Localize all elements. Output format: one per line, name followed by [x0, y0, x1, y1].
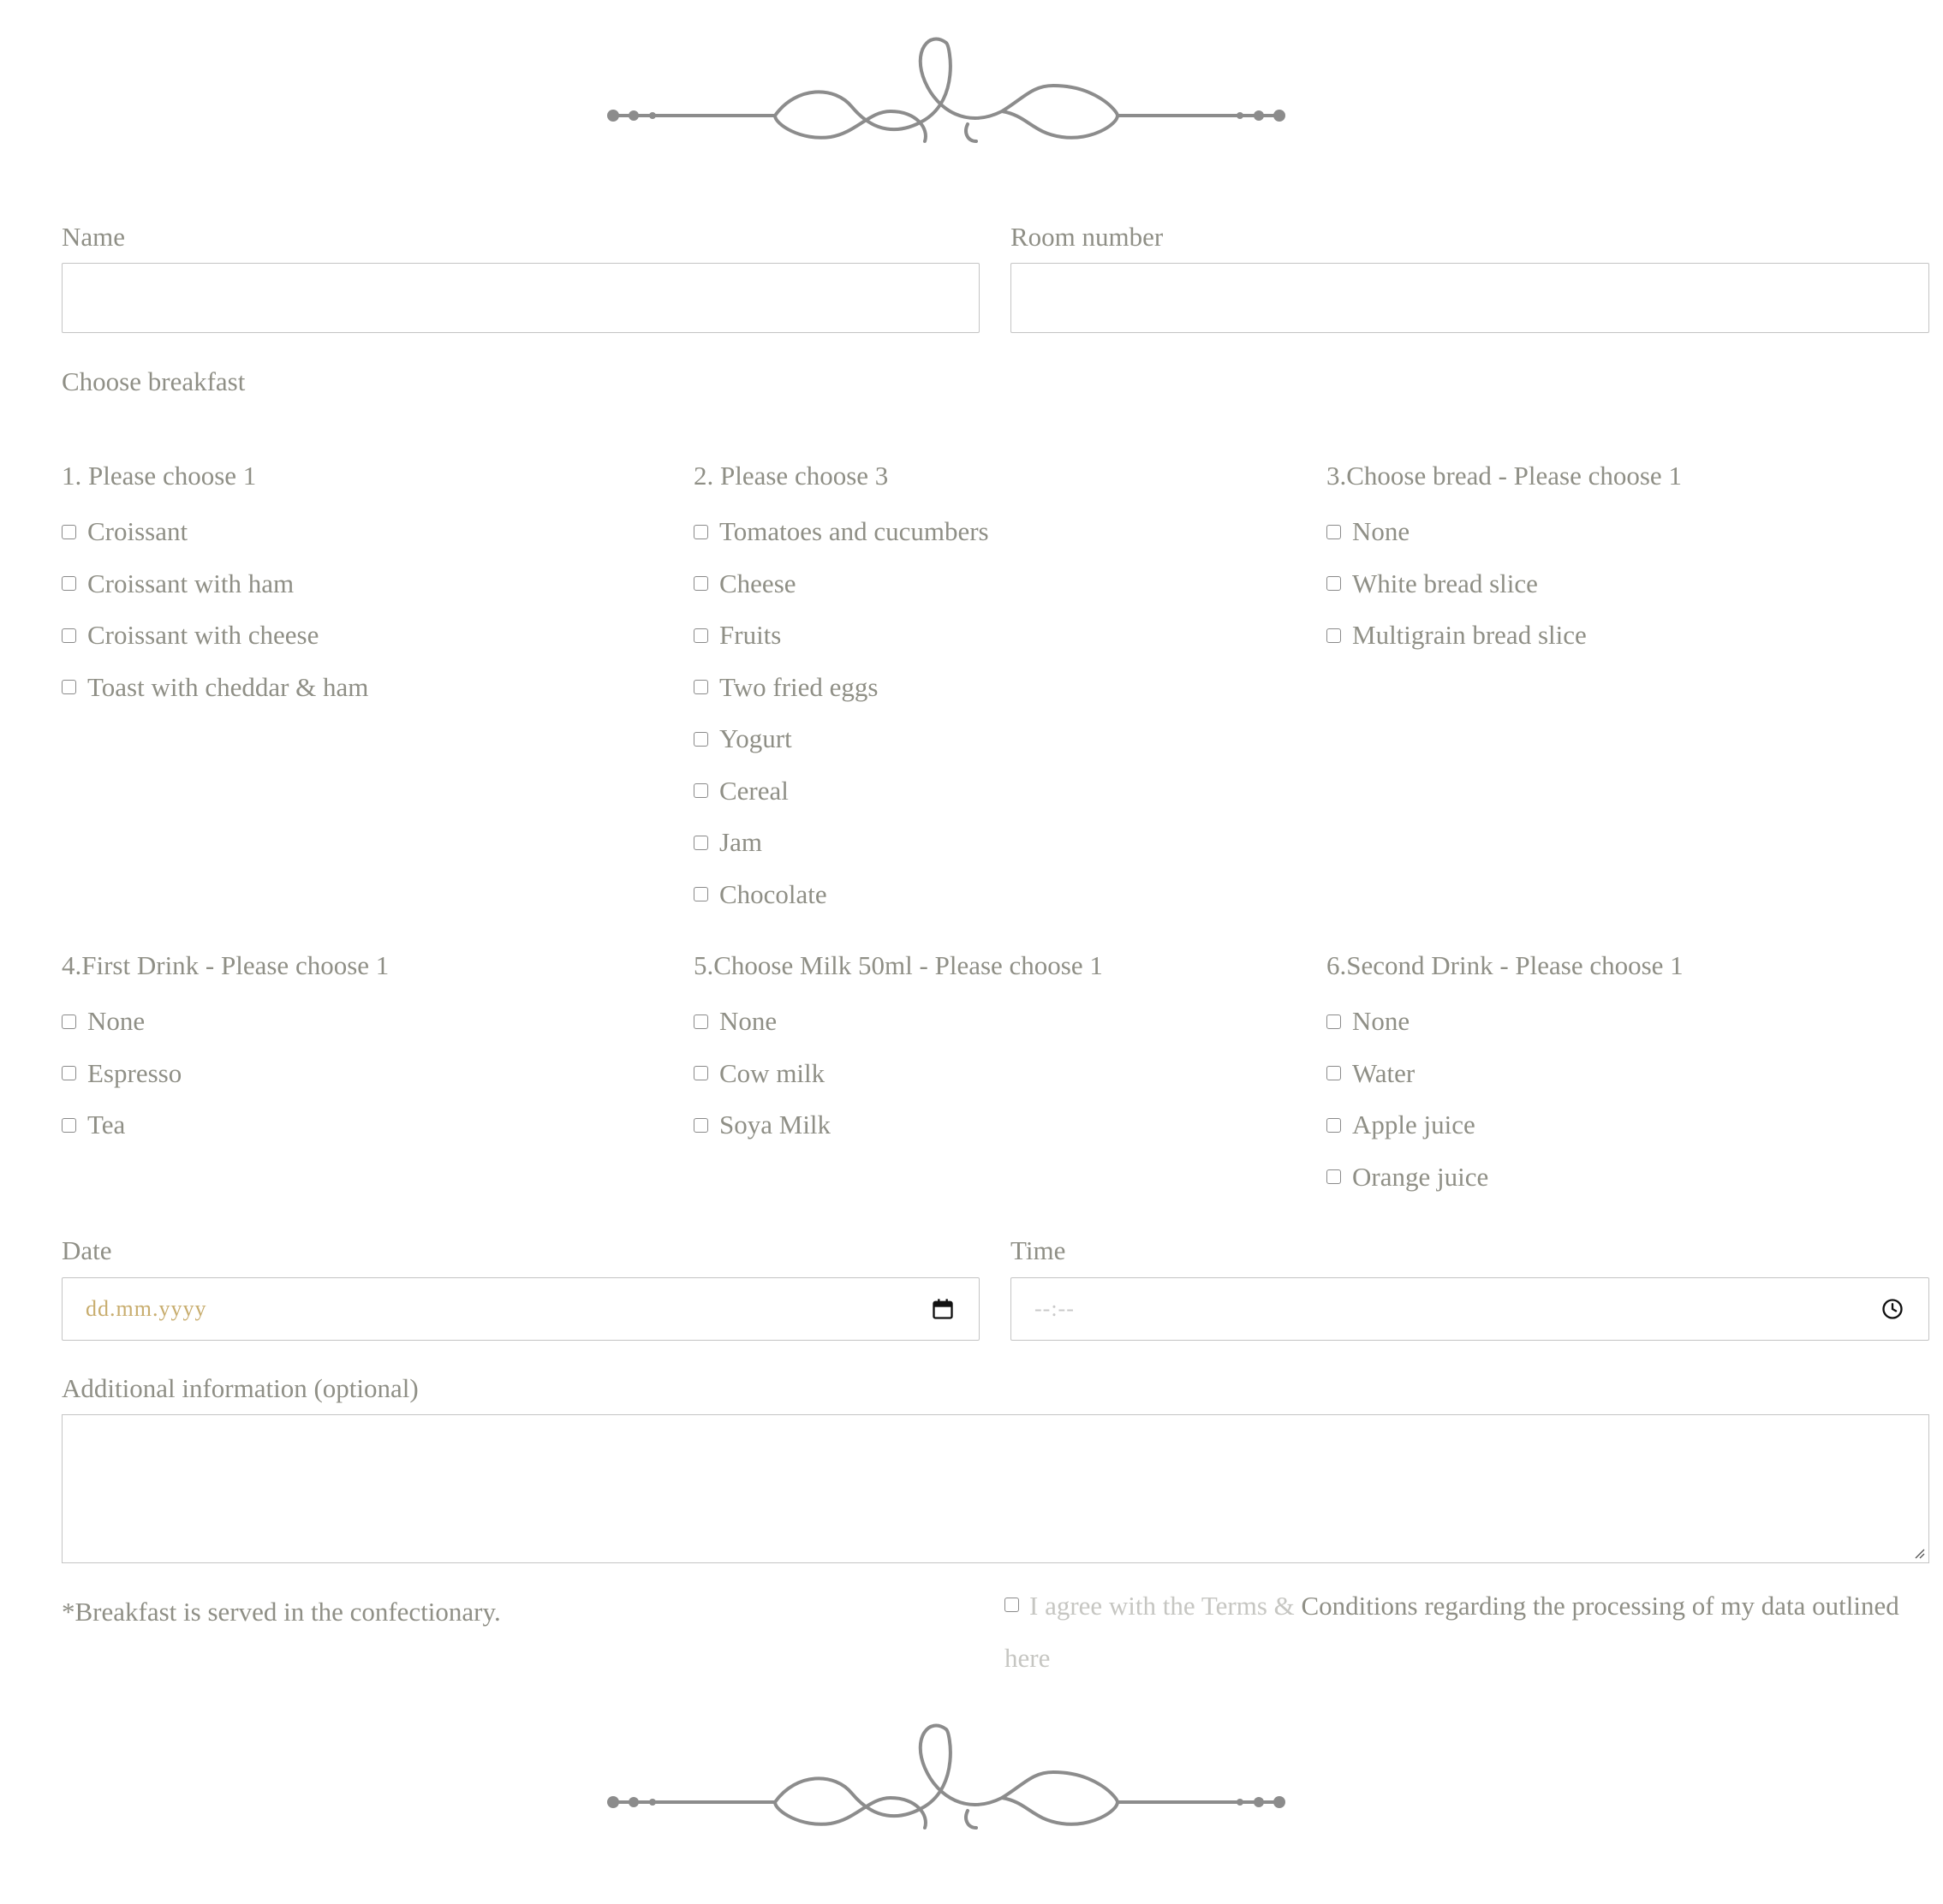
checkbox[interactable] — [1326, 576, 1341, 591]
checkbox[interactable] — [694, 732, 708, 747]
group-title: 6.Second Drink - Please choose 1 — [1326, 950, 1684, 980]
checkbox[interactable] — [694, 680, 708, 694]
option-apple-juice[interactable]: Apple juice — [1326, 1099, 1684, 1151]
checkbox[interactable] — [62, 680, 76, 694]
checkbox[interactable] — [694, 1118, 708, 1133]
option-cow-milk[interactable]: Cow milk — [694, 1048, 1103, 1100]
option-bread-none[interactable]: None — [1326, 506, 1682, 558]
checkbox[interactable] — [694, 576, 708, 591]
option-croissant[interactable]: Croissant — [62, 506, 368, 558]
checkbox[interactable] — [694, 628, 708, 643]
option-two-fried-eggs[interactable]: Two fried eggs — [694, 662, 989, 714]
breakfast-group-6 — [1326, 952, 1684, 1203]
breakfast-group-4 — [62, 952, 389, 1151]
option-tomatoes-and-cucumbers[interactable]: Tomatoes and cucumbers — [694, 506, 989, 558]
terms-checkbox[interactable] — [1004, 1598, 1019, 1612]
name-label: Name — [62, 222, 126, 252]
checkbox[interactable] — [694, 783, 708, 798]
room-number-label: Room number — [1010, 222, 1164, 252]
option-yogurt[interactable]: Yogurt — [694, 713, 989, 765]
flourish-divider-icon — [599, 34, 1293, 163]
checkbox[interactable] — [62, 1014, 76, 1029]
group-title: 3.Choose bread - Please choose 1 — [1326, 461, 1682, 491]
calendar-icon[interactable] — [931, 1297, 955, 1321]
name-input[interactable] — [62, 263, 980, 333]
resize-handle-icon[interactable] — [1913, 1547, 1925, 1559]
date-placeholder: dd.mm.yyyy — [86, 1296, 207, 1321]
group-title: 4.First Drink - Please choose 1 — [62, 950, 390, 980]
checkbox[interactable] — [1326, 1066, 1341, 1080]
checkbox[interactable] — [694, 887, 708, 901]
option-tea[interactable]: Tea — [62, 1099, 389, 1151]
breakfast-note: *Breakfast is served in the confectionary. — [62, 1597, 501, 1627]
checkbox[interactable] — [62, 576, 76, 591]
date-label: Date — [62, 1235, 112, 1265]
clock-icon[interactable] — [1880, 1297, 1904, 1321]
terms-text-part1: I agree with the Terms & — [1029, 1591, 1302, 1621]
time-placeholder: --:-- — [1034, 1296, 1075, 1321]
breakfast-group-3 — [1326, 462, 1682, 662]
group-title: 1. Please choose 1 — [62, 461, 257, 491]
room-number-input[interactable] — [1010, 263, 1929, 333]
date-input[interactable] — [62, 1277, 980, 1341]
checkbox[interactable] — [62, 525, 76, 539]
time-label: Time — [1010, 1235, 1066, 1265]
option-water[interactable]: Water — [1326, 1048, 1684, 1100]
option-first-drink-none[interactable]: None — [62, 996, 389, 1048]
checkbox[interactable] — [1326, 525, 1341, 539]
option-espresso[interactable]: Espresso — [62, 1048, 389, 1100]
option-cheese[interactable]: Cheese — [694, 558, 989, 610]
option-chocolate[interactable]: Chocolate — [694, 869, 989, 921]
flourish-divider-icon — [599, 1721, 1293, 1849]
checkbox[interactable] — [694, 525, 708, 539]
terms-here-link[interactable]: here — [1004, 1643, 1051, 1673]
time-input[interactable] — [1010, 1277, 1929, 1341]
group-title: 5.Choose Milk 50ml - Please choose 1 — [694, 950, 1103, 980]
option-orange-juice[interactable]: Orange juice — [1326, 1151, 1684, 1204]
choose-breakfast-heading: Choose breakfast — [62, 366, 246, 396]
checkbox[interactable] — [62, 1066, 76, 1080]
option-cereal[interactable]: Cereal — [694, 765, 989, 818]
checkbox[interactable] — [1326, 1014, 1341, 1029]
option-croissant-with-ham[interactable]: Croissant with ham — [62, 558, 368, 610]
option-second-drink-none[interactable]: None — [1326, 996, 1684, 1048]
breakfast-group-1 — [62, 462, 368, 713]
option-white-bread-slice[interactable]: White bread slice — [1326, 558, 1682, 610]
terms-consent[interactable] — [1004, 1580, 1912, 1684]
checkbox[interactable] — [694, 836, 708, 850]
option-fruits[interactable]: Fruits — [694, 610, 989, 662]
breakfast-group-2 — [694, 462, 989, 920]
option-soya-milk[interactable]: Soya Milk — [694, 1099, 1103, 1151]
checkbox[interactable] — [1326, 1169, 1341, 1184]
option-multigrain-bread-slice[interactable]: Multigrain bread slice — [1326, 610, 1682, 662]
option-jam[interactable]: Jam — [694, 817, 989, 869]
checkbox[interactable] — [1326, 1118, 1341, 1133]
option-milk-none[interactable]: None — [694, 996, 1103, 1048]
checkbox[interactable] — [694, 1066, 708, 1080]
option-croissant-with-cheese[interactable]: Croissant with cheese — [62, 610, 368, 662]
checkbox[interactable] — [1326, 628, 1341, 643]
additional-info-label: Additional information (optional) — [62, 1373, 419, 1403]
option-toast-with-cheddar-ham[interactable]: Toast with cheddar & ham — [62, 662, 368, 714]
checkbox[interactable] — [694, 1014, 708, 1029]
group-title: 2. Please choose 3 — [694, 461, 889, 491]
checkbox[interactable] — [62, 1118, 76, 1133]
breakfast-group-5 — [694, 952, 1103, 1151]
additional-info-textarea[interactable] — [62, 1414, 1929, 1563]
checkbox[interactable] — [62, 628, 76, 643]
terms-text-part2: Conditions regarding the processing of my data outlined — [1301, 1591, 1899, 1621]
